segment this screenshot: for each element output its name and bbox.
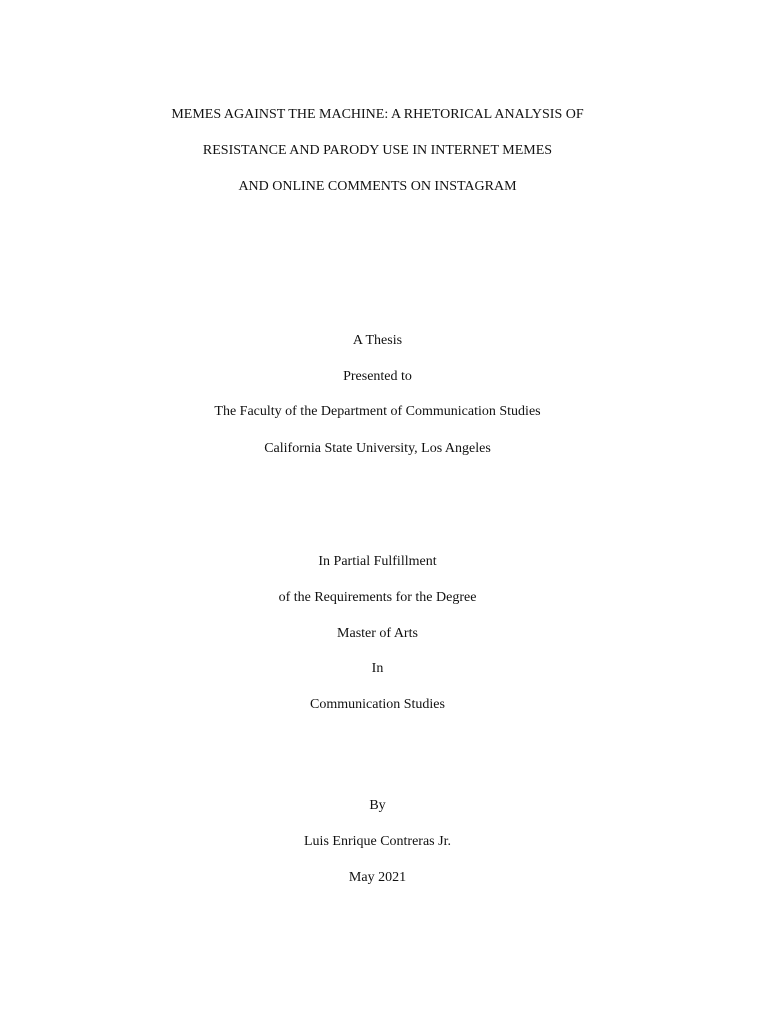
document-type: A Thesis [352,333,403,348]
university-line: California State University, Los Angeles [264,441,491,456]
faculty-line: The Faculty of the Department of Communication Studies [214,404,541,419]
degree-name: Master of Arts [337,626,418,641]
fulfillment-line-1: In Partial Fulfillment [318,554,437,569]
in-word: In [371,661,384,676]
title-line-3: AND ONLINE COMMENTS ON INSTAGRAM [238,179,517,194]
field-of-study: Communication Studies [310,697,445,712]
title-line-1: MEMES AGAINST THE MACHINE: A RHETORICAL ANALYSIS OF [171,107,584,122]
author-name: Luis Enrique Contreras Jr. [304,834,451,849]
fulfillment-line-2: of the Requirements for the Degree [278,590,477,605]
by-word: By [369,798,386,813]
presented-to: Presented to [343,369,412,384]
title-line-2: RESISTANCE AND PARODY USE IN INTERNET MEMES [202,143,553,158]
submission-date: May 2021 [348,870,407,885]
